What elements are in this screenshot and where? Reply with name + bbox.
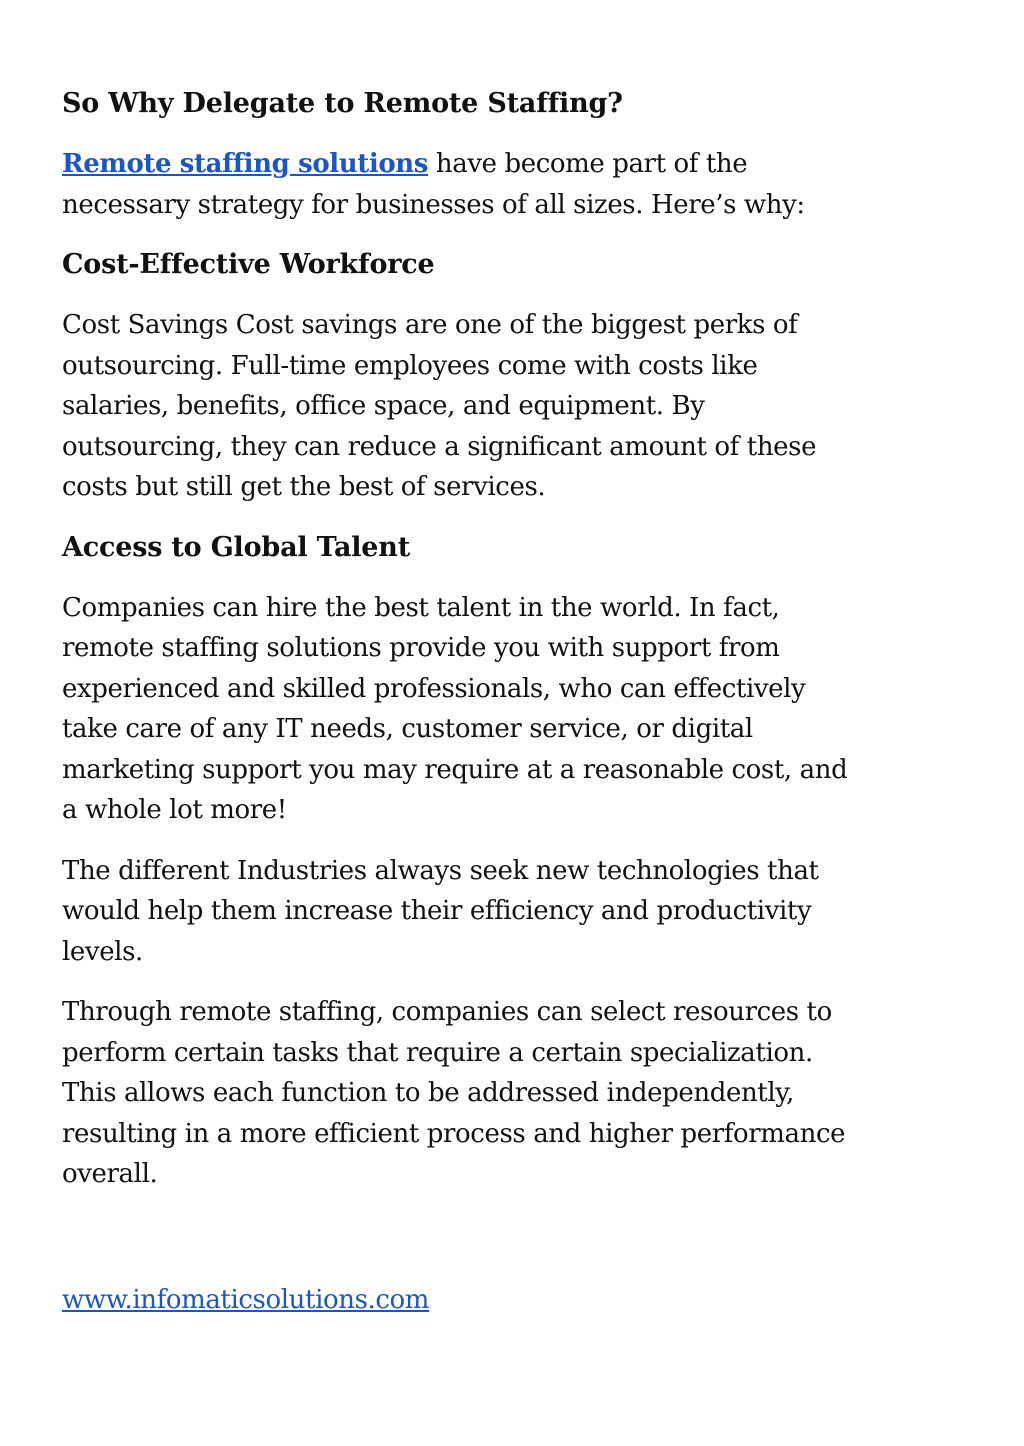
text-line: would help them increase their efficiency and productivity xyxy=(62,896,812,926)
text-line: resulting in a more efficient process and higher performance xyxy=(62,1118,846,1149)
text-line: remote staffing solutions provide you with support from xyxy=(62,633,780,663)
document-body xyxy=(62,84,962,1195)
website-link[interactable]: www.infomaticsolutions.com xyxy=(62,1285,430,1315)
text-line: experienced and skilled professionals, who can effectively xyxy=(62,673,806,704)
footer xyxy=(62,1280,429,1320)
text-line: The different Industries always seek new technologies that xyxy=(62,855,819,886)
industries-paragraph xyxy=(62,851,962,973)
text-line: outsourcing. Full-time employees come with costs like xyxy=(62,350,758,381)
intro-paragraph xyxy=(62,144,962,225)
text-line: levels. xyxy=(62,936,143,967)
remote-staffing-paragraph xyxy=(62,992,962,1195)
intro-line2: necessary strategy for businesses of all sizes. Here’s why: xyxy=(62,189,805,220)
main-heading: So Why Delegate to Remote Staffing? xyxy=(62,88,623,119)
cost-savings-paragraph xyxy=(62,305,962,508)
section-heading-cost-effective: Cost-Effective Workforce xyxy=(62,249,435,280)
text-line: Through remote staffing, companies can select resources to xyxy=(62,997,832,1027)
remote-staffing-solutions-link[interactable]: Remote staffing solutions xyxy=(62,149,429,179)
text-line: outsourcing, they can reduce a significant amount of these xyxy=(62,431,817,462)
text-line: costs but still get the best of services. xyxy=(62,472,546,502)
text-line: overall. xyxy=(62,1159,158,1189)
text-line: Cost Savings Cost savings are one of the biggest perks of xyxy=(62,310,798,340)
text-line: salaries, benefits, office space, and equipment. By xyxy=(62,391,705,421)
global-talent-paragraph xyxy=(62,588,962,831)
text-line: This allows each function to be addressed independently, xyxy=(62,1078,794,1108)
section-heading-global-talent: Access to Global Talent xyxy=(62,531,410,563)
text-line: marketing support you may require at a reasonable cost, and xyxy=(62,754,848,785)
text-line: perform certain tasks that require a certain specialization. xyxy=(62,1037,813,1068)
text-line: Companies can hire the best talent in the world. In fact, xyxy=(62,592,780,623)
text-line: a whole lot more! xyxy=(62,795,287,825)
intro-line1-rest: have become part of the xyxy=(428,149,748,179)
text-line: take care of any IT needs, customer service, or digital xyxy=(62,714,753,744)
